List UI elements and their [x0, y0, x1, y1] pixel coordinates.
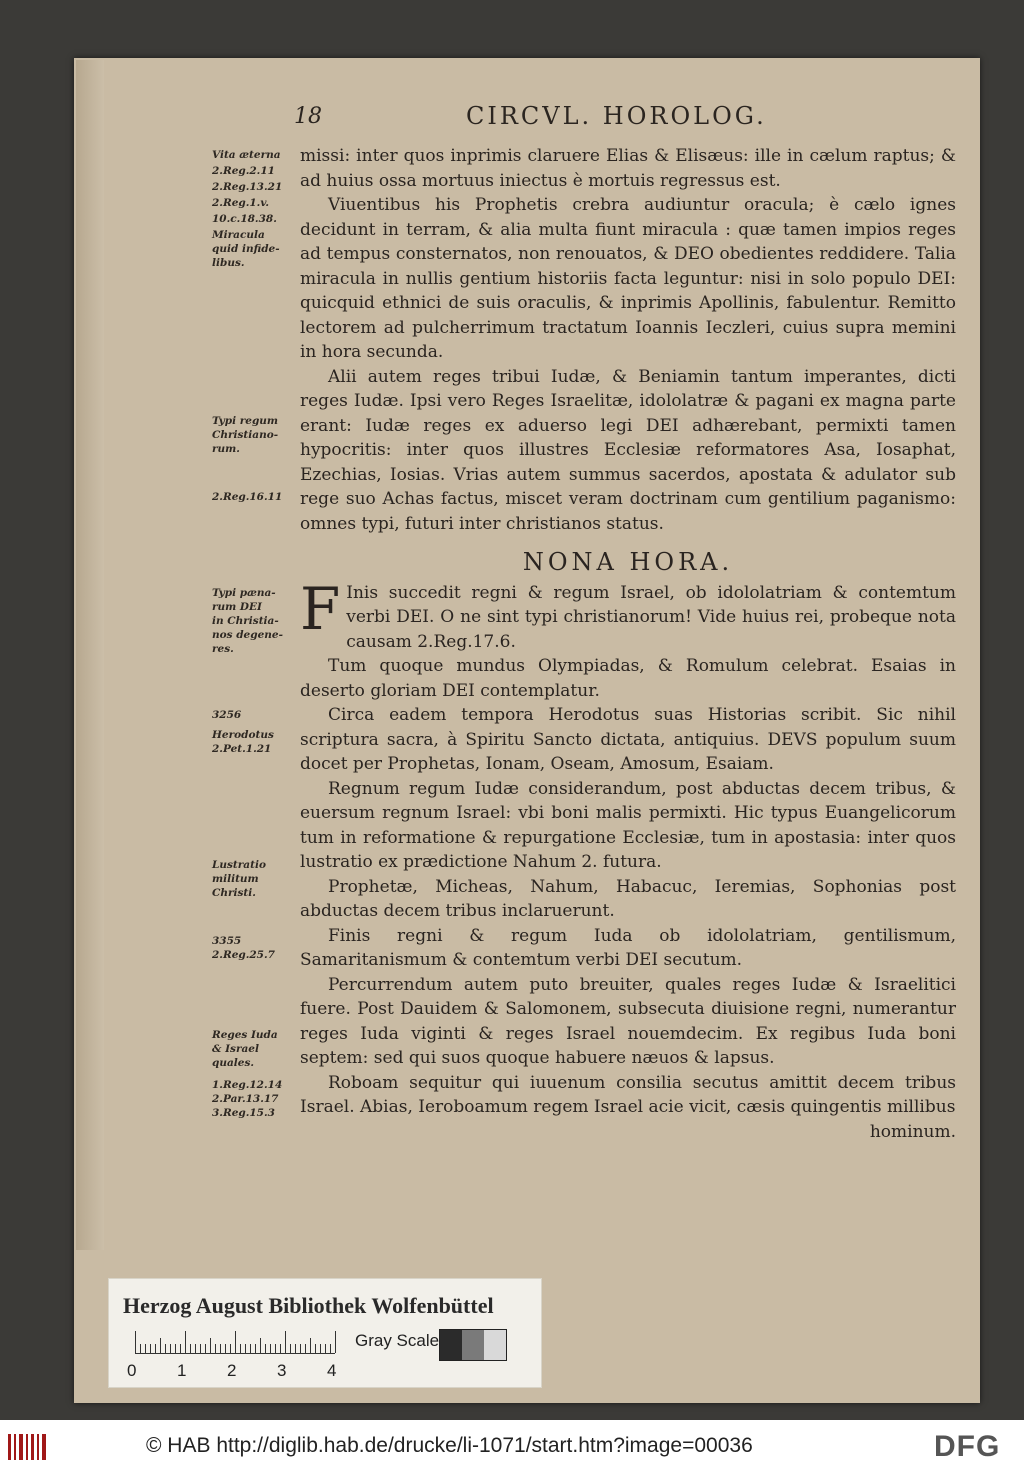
margin-note: Miracula quid infide- libus. [212, 229, 280, 269]
margin-note: Lustratio militum Christi. [212, 859, 266, 899]
page-gutter [76, 60, 104, 1250]
first-paragraph-text: Inis succedit regni & regum Israel, ob idololatriam & contemtum verbi DEI. O ne sint typi christianorum! Vide huius rei, probeque nota causam 2.Reg.17.6. [346, 582, 956, 652]
ruler-tick [190, 1344, 191, 1353]
paragraph: Roboam sequitur qui iuuenum consilia secutus amittit decem tribus Israel. Abias, Ieroboamum regem Israel acie vicit, cæsis quingentis millibus [300, 1072, 956, 1117]
paragraph: Percurrendum autem puto breuiter, quales reges Iudæ & Israelitici fuere. Post Dauidem & Salomonem, subsecuta diuisione regni, numerantur reges Iuda viginti & reges Israel nouemdecim. Ex regibus Iuda boni septem: sed qui suos quoque habuere næuos & lapsus. [300, 974, 956, 1068]
margin-note: 2.Reg.1.v. [212, 197, 270, 209]
margin-note: Typi regum Christiano- rum. [212, 415, 279, 455]
viewer-footer [0, 1420, 1024, 1473]
margin-note: 1.Reg.12.14 2.Par.13.17 3.Reg.15.3 [212, 1079, 283, 1119]
ruler-tick [260, 1338, 261, 1353]
paragraph: Viuentibus his Prophetis crebra audiuntur oracula; è cælo ignes decidunt in terram, & alia multa fiunt miracula : quæ tamen impios reges ad tempus consternatos, non renouatos, & DEO obedientes reddidere. Talia miracula in nullis gentium historiis facta leguntur: nisi in solo populo DEI: quicquid ethnici de suis oraculis, & inprimis Apollinis, fabulentur. Remitto lectorem ad pulcherrimum tractatum Ioannis Ieczleri, cuius supra memini in hora secunda. [300, 195, 956, 362]
margin-note: 10.c.18.38. [212, 213, 277, 225]
margin-note: Vita æterna [212, 149, 281, 161]
ruler-tick [180, 1344, 181, 1353]
ruler-tick [175, 1344, 176, 1353]
ruler-tick [255, 1344, 256, 1353]
section-title: NONA HORA. [522, 548, 734, 576]
ruler-tick [310, 1338, 311, 1353]
page-header [226, 100, 786, 140]
gray-scale-swatches [439, 1329, 507, 1361]
ruler-tick [140, 1344, 141, 1353]
dfg-logo: DFG [934, 1430, 1001, 1463]
ruler-tick [240, 1344, 241, 1353]
drop-cap: F [300, 574, 341, 643]
margin-note: 3355 2.Reg.25.7 [212, 935, 275, 961]
ruler-tick [235, 1331, 236, 1353]
paragraph: Regnum regum Iudæ considerandum, post abductas decem tribus, & euersum regnum Israel: vbi boni malis permixti. Hic typus Euangelicorum tum in reformatione & repurgatione Ecclesiæ, tum in apostasia: inter quos lustratio ex prædictione Nahum 2. futura. [300, 778, 956, 872]
ruler-number: 4 [327, 1361, 337, 1380]
paragraph: Finis regni & regum Iuda ob idololatriam, gentilismum, Samaritanismum & contemtum verbi DEI secutum. [300, 925, 956, 970]
ruler-number: 0 [127, 1361, 137, 1380]
paragraph: Circa eadem tempora Herodotus suas Historias scribit. Sic nihil scriptura sacra, à Spiritu Sancto dictata, antiquius. DEVS populum suum docet per Prophetas, Ionam, Oseam, Amosum, Esaiam. [300, 705, 956, 774]
catchword: hominum. [869, 1121, 956, 1142]
library-color-card [108, 1278, 542, 1388]
ruler-tick [330, 1344, 331, 1353]
gray-scale-label: Gray Scale [355, 1331, 440, 1350]
margin-note: 3256 [212, 709, 242, 721]
ruler-tick [225, 1344, 226, 1353]
scale-ruler [135, 1329, 335, 1354]
ruler-tick [265, 1344, 266, 1353]
margin-note: Typi pæna- rum DEI in Christia- nos degene- res. [212, 587, 283, 655]
ruler-number: 3 [277, 1361, 287, 1380]
page-number: 18 [294, 104, 322, 129]
ruler-tick [245, 1344, 246, 1353]
ruler-tick [165, 1344, 166, 1353]
section-first-paragraph [300, 574, 956, 655]
ruler-number: 2 [227, 1361, 237, 1380]
ruler-tick [220, 1344, 221, 1353]
ruler-tick [295, 1344, 296, 1353]
margin-note: 2.Reg.16.11 [212, 491, 283, 503]
ruler-tick [315, 1344, 316, 1353]
ruler-tick [250, 1344, 251, 1353]
ruler-tick [285, 1331, 286, 1353]
paragraph: Alii autem reges tribui Iudæ, & Beniamin tantum imperantes, dicti reges Iudæ. Ipsi vero Reges Israelitæ, idololatræ & pagani ex magna parte erant: Iudæ reges ex aduerso legi DEI adhærebant, permixti tamen hypocritis: inter quos illustres Ecclesiæ reformatores Asa, Iosaphat, Ezechias, Iosias. Vrias autem summus sacerdos, apostata & adulator sub rege suo Achas factus, miscet veram doctrinam cum gentilium paganismo: omnes typi, futuri inter christianos status. [300, 366, 956, 534]
ruler-tick [270, 1344, 271, 1353]
copyright-link[interactable]: © HAB http://diglib.hab.de/drucke/li-1071/start.htm?image=00036 [146, 1434, 753, 1457]
paragraph: missi: inter quos inprimis claruere Elias & Elisæus: ille in cælum raptus; & ad huius ossa mortuus iniectus è mortuis regressus est. [300, 146, 956, 191]
ruler-tick [335, 1331, 336, 1353]
gray-swatch [440, 1330, 462, 1360]
ruler-tick [185, 1331, 186, 1353]
ruler-tick [300, 1344, 301, 1353]
margin-note: Reges Iuda & Israel quales. [212, 1029, 278, 1069]
gray-swatch [462, 1330, 484, 1360]
ruler-tick [290, 1344, 291, 1353]
ruler-tick [160, 1338, 161, 1353]
ruler-tick [320, 1344, 321, 1353]
ruler-tick [155, 1344, 156, 1353]
ruler-tick [150, 1344, 151, 1353]
ruler-numbers [127, 1361, 367, 1381]
margin-note: 2.Reg.13.21 [212, 181, 283, 193]
margin-notes [212, 148, 298, 1138]
ruler-tick [170, 1344, 171, 1353]
margin-note: Herodotus 2.Pet.1.21 [212, 729, 274, 755]
ruler-number: 1 [177, 1361, 187, 1380]
gray-swatch [484, 1330, 506, 1360]
paragraph: Tum quoque mundus Olympiadas, & Romulum celebrat. Esaias in deserto gloriam DEI contemplatur. [300, 656, 956, 701]
ruler-tick [135, 1331, 136, 1353]
ruler-tick [230, 1344, 231, 1353]
ruler-tick [215, 1344, 216, 1353]
ruler-tick [205, 1344, 206, 1353]
ruler-tick [145, 1344, 146, 1353]
ruler-tick [305, 1344, 306, 1353]
running-head: CIRCVL. HOROLOG. [466, 102, 767, 130]
paragraph: Prophetæ, Micheas, Nahum, Habacuc, Ieremias, Sophonias post abductas decem tribus inclaruerunt. [300, 876, 956, 921]
ruler-tick [325, 1344, 326, 1353]
ruler-tick [200, 1344, 201, 1353]
margin-note: 2.Reg.2.11 [212, 165, 275, 177]
page-body [300, 144, 956, 1144]
ruler-tick [275, 1344, 276, 1353]
ruler-tick [195, 1344, 196, 1353]
hab-barcode-logo-icon [6, 1432, 50, 1462]
ruler-tick [280, 1344, 281, 1353]
ruler-tick [210, 1338, 211, 1353]
library-name: Herzog August Bibliothek Wolfenbüttel [123, 1293, 494, 1318]
